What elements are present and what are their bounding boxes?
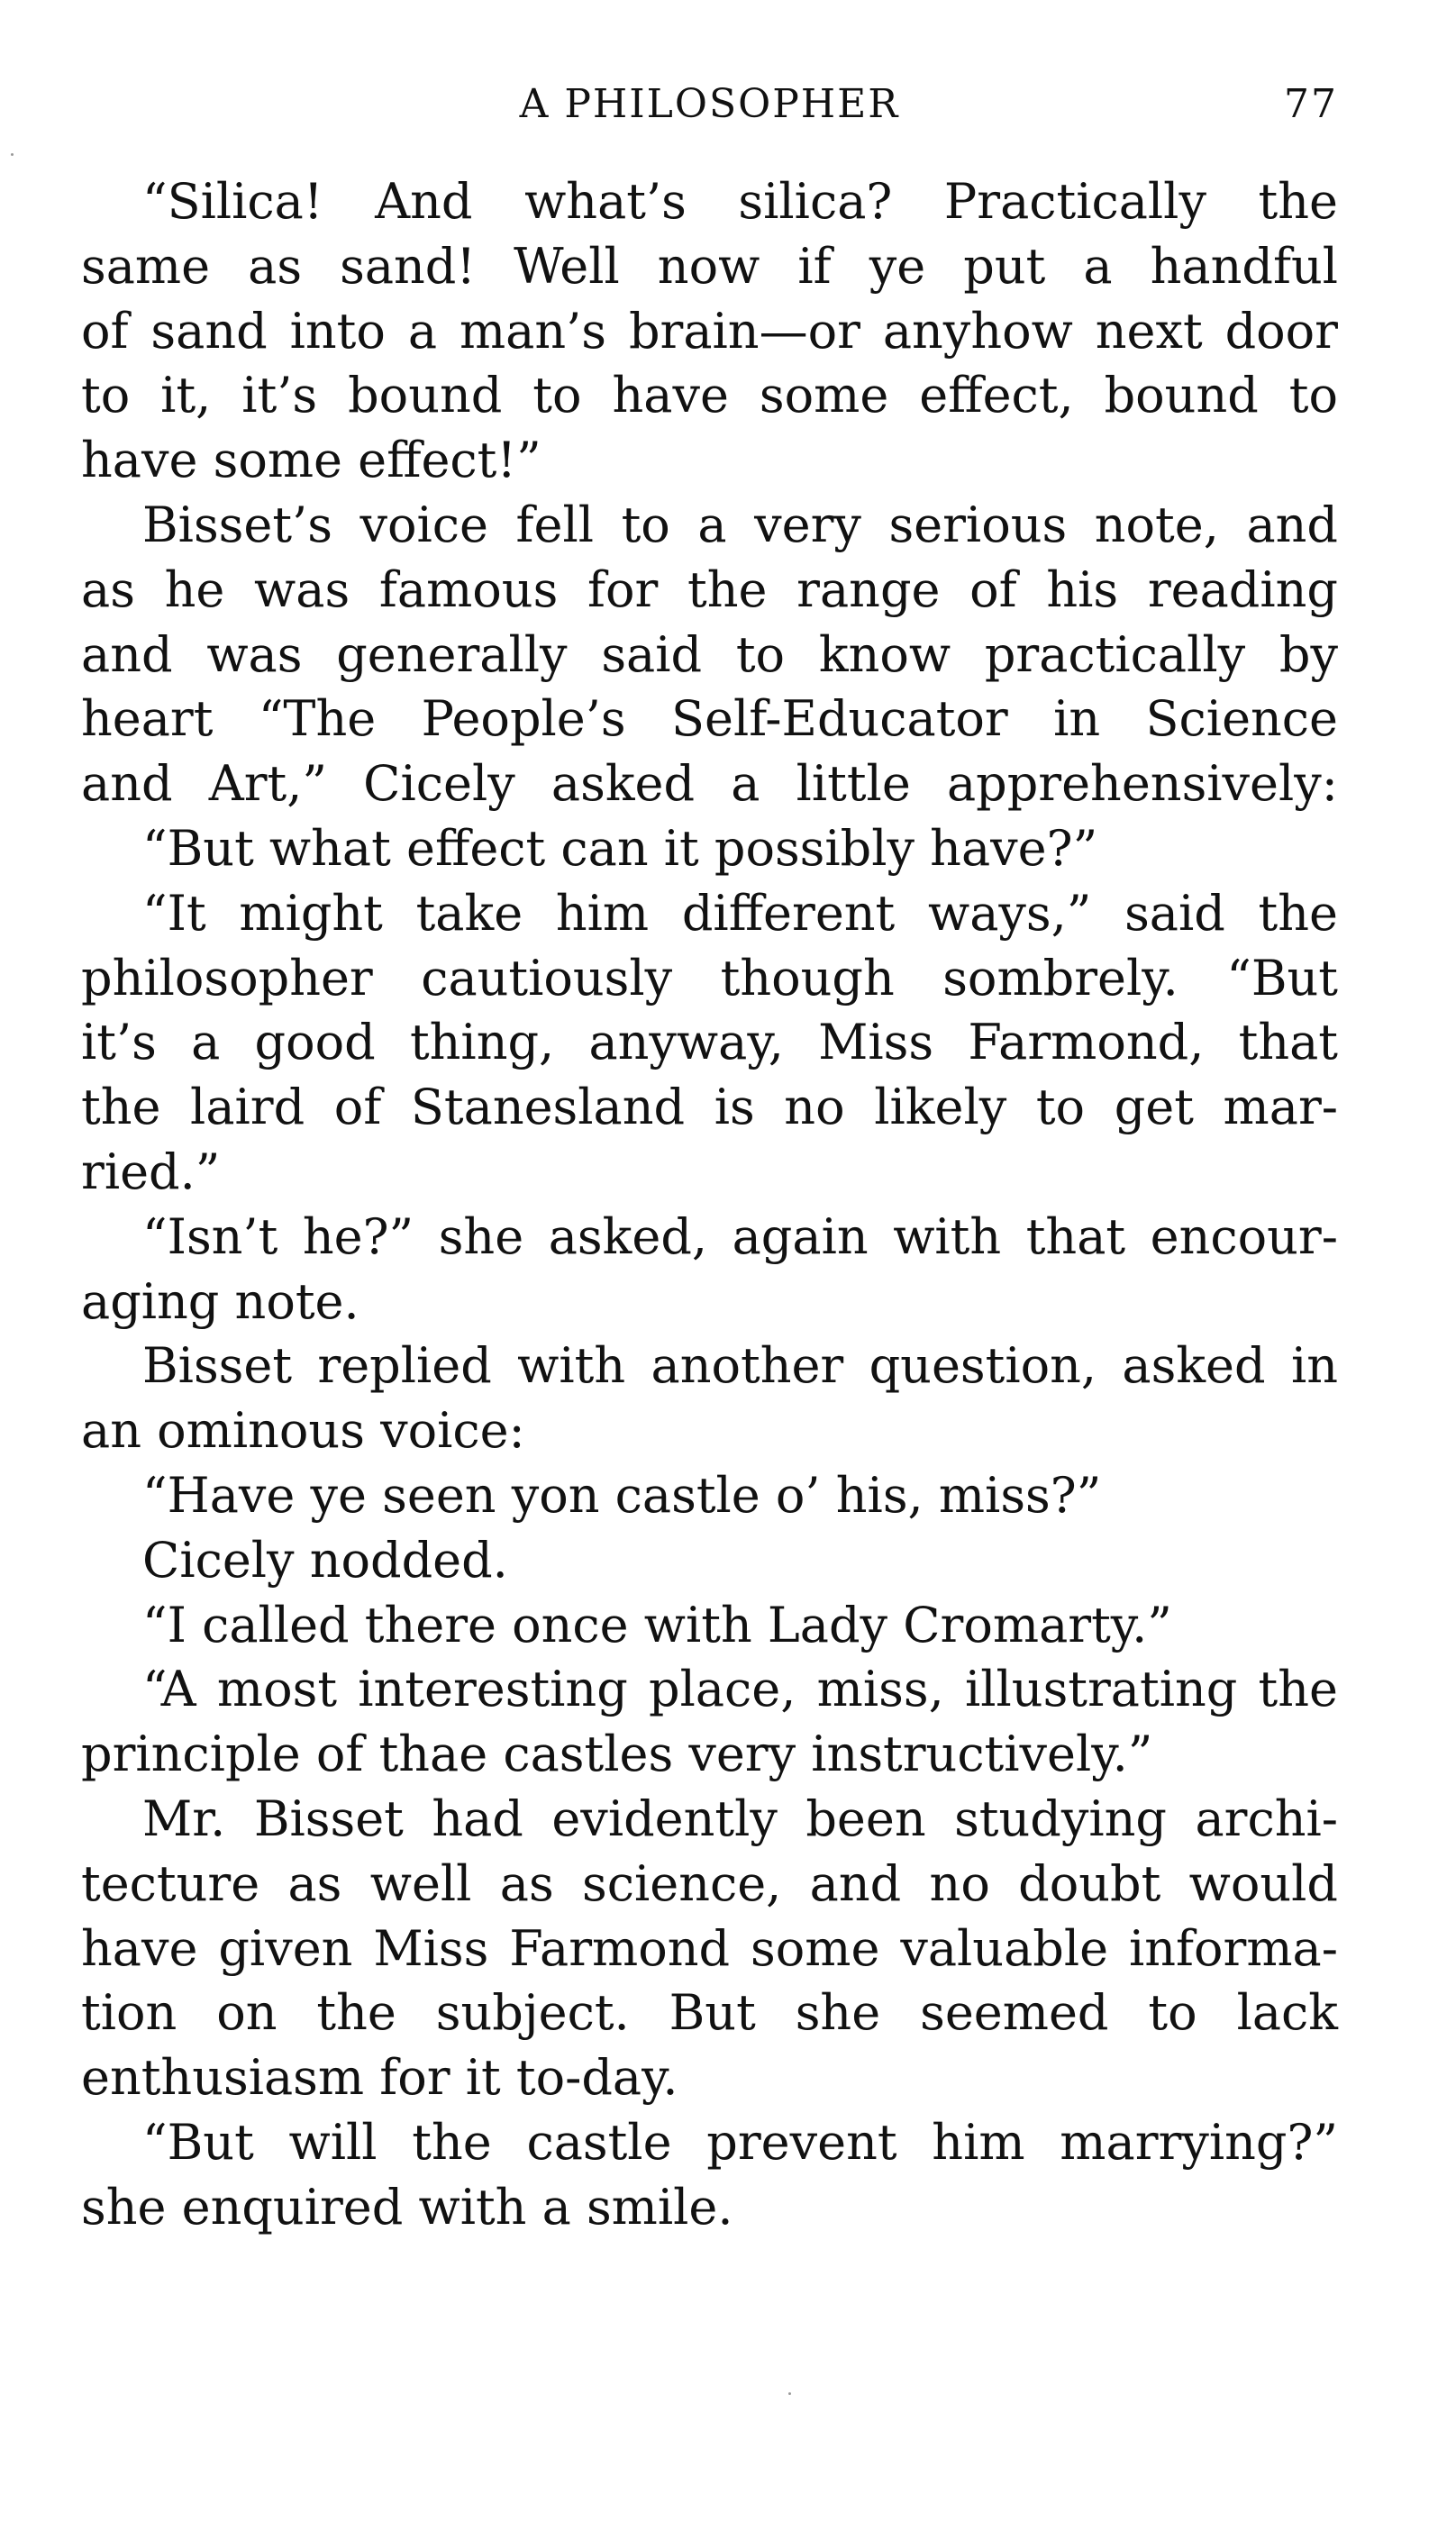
text-line: “It might take him different ways,” said the: [142, 884, 1338, 942]
text-line: and was generally said to know practically by: [81, 625, 1338, 683]
text-line: philosopher cautiously though sombrely. “But: [81, 949, 1338, 1006]
paper-speck: [788, 2392, 791, 2395]
text-line: Bisset replied with another question, asked in: [142, 1337, 1338, 1395]
text-line: an ominous voice:: [81, 1402, 525, 1460]
text-line: Mr. Bisset had evidently been studying archi-: [142, 1790, 1338, 1847]
text-line: principle of thae castles very instructively.”: [81, 1726, 1153, 1783]
text-line: “I called there once with Lady Cromarty.”: [142, 1596, 1172, 1653]
text-line: as he was famous for the range of his reading: [81, 560, 1338, 618]
text-line: tecture as well as science, and no doubt would: [81, 1854, 1338, 1912]
paper-speck: [11, 153, 14, 156]
text-line: and Art,” Cicely asked a little apprehensively:: [81, 755, 1338, 813]
text-line: same as sand! Well now if ye put a handful: [81, 237, 1338, 295]
running-head: [81, 81, 1338, 144]
text-line: enthusiasm for it to-day.: [81, 2049, 678, 2107]
text-line: “Silica! And what’s silica? Practically the: [142, 173, 1338, 230]
page-number: 77: [1284, 81, 1338, 127]
text-line: to it, it’s bound to have some effect, bound to: [81, 367, 1338, 424]
text-line: heart “The People’s Self-Educator in Science: [81, 690, 1338, 748]
text-line: “Have ye seen yon castle o’ his, miss?”: [142, 1466, 1102, 1524]
text-line: of sand into a man’s brain—or anyhow next door: [81, 302, 1338, 360]
text-line: have given Miss Farmond some valuable informa-: [81, 1919, 1338, 1977]
text-line: the laird of Stanesland is no likely to get mar-: [81, 1079, 1338, 1136]
body-text: [81, 169, 1338, 2240]
text-line: “Isn’t he?” she asked, again with that encour-: [142, 1207, 1338, 1265]
text-line: ried.”: [81, 1143, 221, 1200]
text-line: she enquired with a smile.: [81, 2178, 733, 2236]
text-line: “But will the castle prevent him marrying?”: [142, 2113, 1338, 2171]
text-line: aging note.: [81, 1272, 359, 1330]
text-line: Bisset’s voice fell to a very serious note, and: [142, 496, 1338, 553]
text-line: tion on the subject. But she seemed to lack: [81, 1984, 1338, 2042]
text-line: have some effect!”: [81, 432, 541, 489]
running-title: A PHILOSOPHER: [519, 81, 900, 127]
text-line: it’s a good thing, anyway, Miss Farmond, that: [81, 1014, 1338, 1071]
text-line: Cicely nodded.: [142, 1531, 508, 1589]
text-line: “But what effect can it possibly have?”: [142, 819, 1098, 877]
text-line: “A most interesting place, miss, illustrating the: [142, 1661, 1338, 1718]
